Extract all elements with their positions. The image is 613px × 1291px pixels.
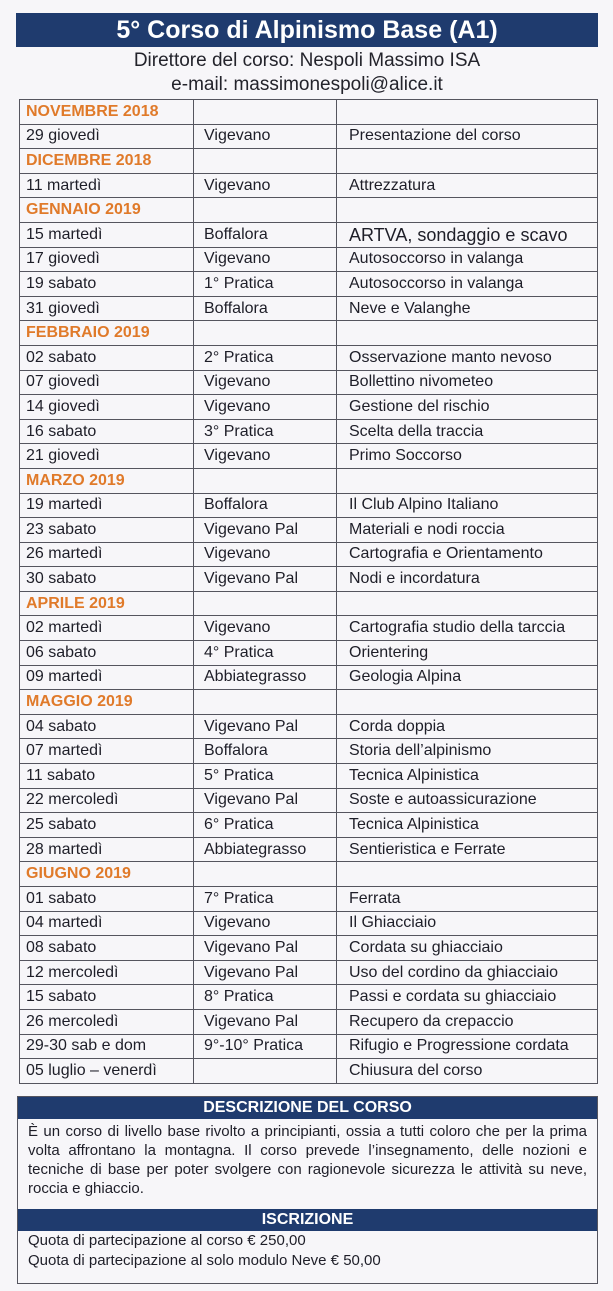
place-cell: Vigevano Pal bbox=[194, 714, 337, 739]
activity-cell: Gestione del rischio bbox=[337, 395, 598, 420]
date-cell: 07 giovedì bbox=[20, 370, 194, 395]
empty-cell bbox=[194, 862, 337, 887]
date-cell: 04 sabato bbox=[20, 714, 194, 739]
place-cell: Boffalora bbox=[194, 493, 337, 518]
activity-cell: Tecnica Alpinistica bbox=[337, 813, 598, 838]
activity-cell: Recupero da crepaccio bbox=[337, 1009, 598, 1034]
place-cell: Abbiategrasso bbox=[194, 665, 337, 690]
activity-cell: Presentazione del corso bbox=[337, 124, 598, 149]
schedule-row bbox=[20, 567, 598, 592]
activity-cell: Rifugio e Progressione cordata bbox=[337, 1034, 598, 1059]
schedule-row bbox=[20, 887, 598, 912]
place-cell: Boffalora bbox=[194, 296, 337, 321]
activity-cell: Orientering bbox=[337, 641, 598, 666]
schedule-row bbox=[20, 665, 598, 690]
month-row bbox=[20, 468, 598, 493]
date-cell: 19 martedì bbox=[20, 493, 194, 518]
date-cell: 29-30 sab e dom bbox=[20, 1034, 194, 1059]
empty-cell bbox=[194, 690, 337, 715]
schedule-table bbox=[19, 99, 598, 1084]
activity-cell: Soste e autoassicurazione bbox=[337, 788, 598, 813]
month-label: DICEMBRE 2018 bbox=[20, 149, 194, 174]
schedule-row bbox=[20, 272, 598, 297]
month-row bbox=[20, 198, 598, 223]
place-cell: 1° Pratica bbox=[194, 272, 337, 297]
date-cell: 29 giovedì bbox=[20, 124, 194, 149]
activity-cell: Il Club Alpino Italiano bbox=[337, 493, 598, 518]
empty-cell bbox=[337, 468, 598, 493]
empty-cell bbox=[194, 198, 337, 223]
place-cell: Vigevano bbox=[194, 616, 337, 641]
email-line: e-mail: massimonespoli@alice.it bbox=[171, 74, 443, 95]
month-row bbox=[20, 591, 598, 616]
fee-course: Quota di partecipazione al corso € 250,00 bbox=[28, 1232, 306, 1249]
month-label: GIUGNO 2019 bbox=[20, 862, 194, 887]
course-title: 5° Corso di Alpinismo Base (A1) bbox=[16, 13, 598, 47]
activity-cell: Storia dell’alpinismo bbox=[337, 739, 598, 764]
activity-cell: Autosoccorso in valanga bbox=[337, 272, 598, 297]
place-cell: Vigevano Pal bbox=[194, 960, 337, 985]
date-cell: 14 giovedì bbox=[20, 395, 194, 420]
fee-snow-module: Quota di partecipazione al solo modulo Neve € 50,00 bbox=[28, 1252, 381, 1269]
place-cell: Vigevano bbox=[194, 444, 337, 469]
description-heading: DESCRIZIONE DEL CORSO bbox=[18, 1097, 597, 1119]
activity-cell: Corda doppia bbox=[337, 714, 598, 739]
date-cell: 04 martedì bbox=[20, 911, 194, 936]
place-cell: 7° Pratica bbox=[194, 887, 337, 912]
schedule-row bbox=[20, 419, 598, 444]
activity-cell: Neve e Valanghe bbox=[337, 296, 598, 321]
date-cell: 11 sabato bbox=[20, 764, 194, 789]
activity-cell: ARTVA, sondaggio e scavo bbox=[337, 222, 598, 247]
schedule-row bbox=[20, 813, 598, 838]
activity-cell: Cordata su ghiacciaio bbox=[337, 936, 598, 961]
schedule-row bbox=[20, 444, 598, 469]
date-cell: 17 giovedì bbox=[20, 247, 194, 272]
place-cell: Vigevano bbox=[194, 247, 337, 272]
director-line: Direttore del corso: Nespoli Massimo ISA bbox=[133, 50, 481, 71]
empty-cell bbox=[337, 321, 598, 346]
activity-cell: Cartografia e Orientamento bbox=[337, 542, 598, 567]
place-cell: Vigevano bbox=[194, 542, 337, 567]
empty-cell bbox=[337, 591, 598, 616]
date-cell: 26 martedì bbox=[20, 542, 194, 567]
place-cell: Vigevano bbox=[194, 173, 337, 198]
schedule-row bbox=[20, 345, 598, 370]
schedule-row bbox=[20, 764, 598, 789]
date-cell: 16 sabato bbox=[20, 419, 194, 444]
place-cell: 6° Pratica bbox=[194, 813, 337, 838]
schedule-row bbox=[20, 493, 598, 518]
activity-cell: Uso del cordino da ghiacciaio bbox=[337, 960, 598, 985]
date-cell: 30 sabato bbox=[20, 567, 194, 592]
date-cell: 11 martedì bbox=[20, 173, 194, 198]
empty-cell bbox=[337, 198, 598, 223]
empty-cell bbox=[194, 591, 337, 616]
empty-cell bbox=[337, 149, 598, 174]
month-row bbox=[20, 321, 598, 346]
schedule-row bbox=[20, 395, 598, 420]
place-cell: 3° Pratica bbox=[194, 419, 337, 444]
date-cell: 02 martedì bbox=[20, 616, 194, 641]
month-label: NOVEMBRE 2018 bbox=[20, 100, 194, 125]
month-label: APRILE 2019 bbox=[20, 591, 194, 616]
activity-cell: Ferrata bbox=[337, 887, 598, 912]
empty-cell bbox=[194, 100, 337, 125]
activity-cell: Attrezzatura bbox=[337, 173, 598, 198]
schedule-row bbox=[20, 714, 598, 739]
date-cell: 25 sabato bbox=[20, 813, 194, 838]
activity-cell: Nodi e incordatura bbox=[337, 567, 598, 592]
place-cell: 4° Pratica bbox=[194, 641, 337, 666]
date-cell: 01 sabato bbox=[20, 887, 194, 912]
activity-cell: Geologia Alpina bbox=[337, 665, 598, 690]
place-cell: Boffalora bbox=[194, 222, 337, 247]
activity-cell: Cartografia studio della tarccia bbox=[337, 616, 598, 641]
date-cell: 02 sabato bbox=[20, 345, 194, 370]
activity-cell: Primo Soccorso bbox=[337, 444, 598, 469]
registration-heading: ISCRIZIONE bbox=[18, 1209, 597, 1231]
month-row bbox=[20, 100, 598, 125]
place-cell: Vigevano Pal bbox=[194, 788, 337, 813]
schedule-row bbox=[20, 936, 598, 961]
place-cell: Vigevano Pal bbox=[194, 936, 337, 961]
place-cell: 5° Pratica bbox=[194, 764, 337, 789]
date-cell: 21 giovedì bbox=[20, 444, 194, 469]
schedule-row bbox=[20, 1009, 598, 1034]
month-label: GENNAIO 2019 bbox=[20, 198, 194, 223]
schedule-row bbox=[20, 911, 598, 936]
schedule-row bbox=[20, 518, 598, 543]
activity-cell: Osservazione manto nevoso bbox=[337, 345, 598, 370]
schedule-row bbox=[20, 124, 598, 149]
activity-cell: Tecnica Alpinistica bbox=[337, 764, 598, 789]
place-cell: Abbiategrasso bbox=[194, 837, 337, 862]
schedule-row bbox=[20, 788, 598, 813]
empty-cell bbox=[337, 100, 598, 125]
schedule-row bbox=[20, 542, 598, 567]
schedule-row bbox=[20, 173, 598, 198]
schedule-row bbox=[20, 837, 598, 862]
empty-cell bbox=[337, 862, 598, 887]
month-row bbox=[20, 862, 598, 887]
schedule-row bbox=[20, 370, 598, 395]
month-row bbox=[20, 690, 598, 715]
month-label: MARZO 2019 bbox=[20, 468, 194, 493]
date-cell: 15 martedì bbox=[20, 222, 194, 247]
place-cell: Vigevano bbox=[194, 370, 337, 395]
place-cell: Vigevano Pal bbox=[194, 1009, 337, 1034]
date-cell: 07 martedì bbox=[20, 739, 194, 764]
place-cell: Vigevano bbox=[194, 124, 337, 149]
date-cell: 19 sabato bbox=[20, 272, 194, 297]
schedule-row bbox=[20, 1059, 598, 1084]
empty-cell bbox=[194, 468, 337, 493]
activity-cell: Scelta della traccia bbox=[337, 419, 598, 444]
description-text: È un corso di livello base rivolto a principianti, ossia a tutti coloro che per la prima volta affrontano la montagna. Il corso prevede l’insegnamento, delle nozioni e tecniche di base per poter svolgere con ragionevole sicurezza le attività su neve, roccia e ghiaccio. bbox=[28, 1123, 587, 1197]
empty-cell bbox=[194, 321, 337, 346]
activity-cell: Sentieristica e Ferrate bbox=[337, 837, 598, 862]
date-cell: 31 giovedì bbox=[20, 296, 194, 321]
month-label: FEBBRAIO 2019 bbox=[20, 321, 194, 346]
place-cell: Vigevano Pal bbox=[194, 567, 337, 592]
date-cell: 09 martedì bbox=[20, 665, 194, 690]
place-cell: Vigevano Pal bbox=[194, 518, 337, 543]
date-cell: 26 mercoledì bbox=[20, 1009, 194, 1034]
date-cell: 23 sabato bbox=[20, 518, 194, 543]
place-cell: Vigevano bbox=[194, 911, 337, 936]
activity-cell: Chiusura del corso bbox=[337, 1059, 598, 1084]
month-row bbox=[20, 149, 598, 174]
schedule-row bbox=[20, 739, 598, 764]
empty-cell bbox=[194, 149, 337, 174]
date-cell: 08 sabato bbox=[20, 936, 194, 961]
schedule-row bbox=[20, 222, 598, 247]
description-box bbox=[17, 1096, 598, 1284]
date-cell: 06 sabato bbox=[20, 641, 194, 666]
schedule-row bbox=[20, 960, 598, 985]
schedule-row bbox=[20, 641, 598, 666]
date-cell: 28 martedì bbox=[20, 837, 194, 862]
place-cell bbox=[194, 1059, 337, 1084]
activity-cell: Materiali e nodi roccia bbox=[337, 518, 598, 543]
date-cell: 15 sabato bbox=[20, 985, 194, 1010]
place-cell: Vigevano bbox=[194, 395, 337, 420]
date-cell: 05 luglio – venerdì bbox=[20, 1059, 194, 1084]
activity-cell: Bollettino nivometeo bbox=[337, 370, 598, 395]
activity-cell: Autosoccorso in valanga bbox=[337, 247, 598, 272]
schedule-row bbox=[20, 985, 598, 1010]
empty-cell bbox=[337, 690, 598, 715]
date-cell: 22 mercoledì bbox=[20, 788, 194, 813]
schedule-row bbox=[20, 616, 598, 641]
place-cell: 2° Pratica bbox=[194, 345, 337, 370]
activity-cell: Passi e cordata su ghiacciaio bbox=[337, 985, 598, 1010]
place-cell: 8° Pratica bbox=[194, 985, 337, 1010]
month-label: MAGGIO 2019 bbox=[20, 690, 194, 715]
activity-cell: Il Ghiacciaio bbox=[337, 911, 598, 936]
schedule-row bbox=[20, 1034, 598, 1059]
schedule-row bbox=[20, 247, 598, 272]
schedule-row bbox=[20, 296, 598, 321]
place-cell: Boffalora bbox=[194, 739, 337, 764]
date-cell: 12 mercoledì bbox=[20, 960, 194, 985]
place-cell: 9°-10° Pratica bbox=[194, 1034, 337, 1059]
